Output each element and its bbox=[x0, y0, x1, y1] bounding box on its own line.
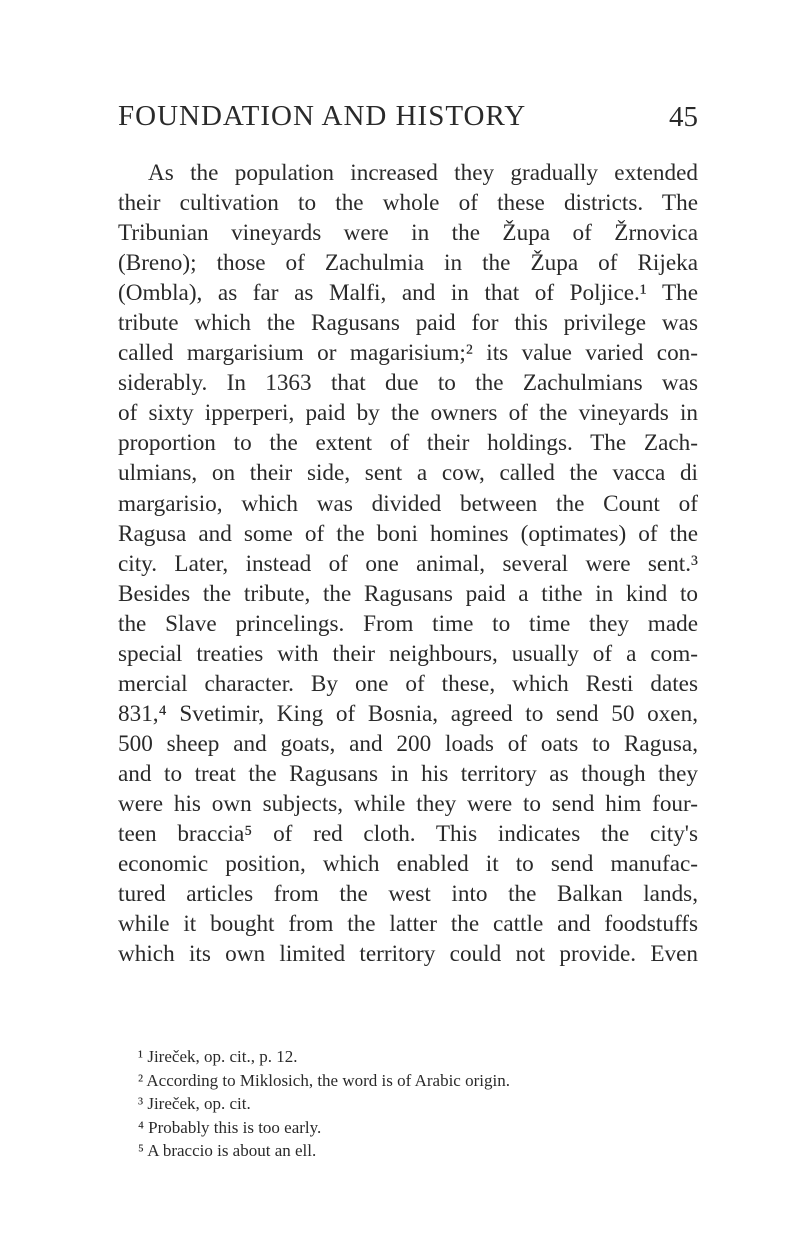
text-line: and to treat the Ragusans in his territory as though they bbox=[118, 760, 698, 787]
text-line: Tribunian vineyards were in the Župa of Žrnovica bbox=[118, 220, 698, 247]
text-line: the Slave princelings. From time to time they made bbox=[118, 610, 698, 637]
body-text bbox=[118, 158, 698, 969]
text-line: Ragusa and some of the boni homines (optimates) of the bbox=[118, 520, 698, 547]
text-line: city. Later, instead of one animal, several were sent.³ bbox=[118, 550, 698, 577]
text-line: (Ombla), as far as Malfi, and in that of Poljice.¹ The bbox=[118, 280, 698, 307]
text-line: were his own subjects, while they were to send him four- bbox=[118, 790, 698, 817]
text-line: their cultivation to the whole of these districts. The bbox=[118, 190, 698, 217]
footnotes bbox=[118, 1045, 698, 1163]
text-line: tribute which the Ragusans paid for this privilege was bbox=[118, 310, 698, 337]
text-line: economic position, which enabled it to send manufac- bbox=[118, 851, 698, 878]
text-line: 500 sheep and goats, and 200 loads of oats to Ragusa, bbox=[118, 730, 698, 757]
text-line: proportion to the extent of their holdings. The Zach- bbox=[118, 430, 698, 457]
text-line: called margarisium or magarisium;² its value varied con- bbox=[118, 340, 698, 367]
text-line: ulmians, on their side, sent a cow, called the vacca di bbox=[118, 460, 698, 487]
running-header bbox=[118, 100, 698, 140]
text-line: special treaties with their neighbours, usually of a com- bbox=[118, 640, 698, 667]
text-line: tured articles from the west into the Balkan lands, bbox=[118, 881, 698, 908]
text-line: which its own limited territory could not provide. Even bbox=[118, 941, 698, 968]
footnote: ¹ Jireček, op. cit., p. 12. bbox=[138, 1047, 298, 1066]
footnote: ² According to Miklosich, the word is of Arabic origin. bbox=[138, 1070, 510, 1090]
footnote: ³ Jireček, op. cit. bbox=[138, 1094, 251, 1114]
text-line: (Breno); those of Zachulmia in the Župa of Rijeka bbox=[118, 250, 698, 277]
text-line: mercial character. By one of these, which Resti dates bbox=[118, 670, 698, 697]
footnote: ⁵ A braccio is about an ell. bbox=[138, 1141, 317, 1161]
text-line: teen braccia⁵ of red cloth. This indicates the city's bbox=[118, 821, 698, 848]
text-line: margarisio, which was divided between the Count of bbox=[118, 490, 698, 517]
text-line: Besides the tribute, the Ragusans paid a tithe in kind to bbox=[118, 580, 698, 607]
text-line: while it bought from the latter the cattle and foodstuffs bbox=[118, 911, 698, 938]
text-line: As the population increased they gradually extended bbox=[148, 160, 698, 186]
chapter-title: FOUNDATION AND HISTORY bbox=[118, 100, 527, 132]
footnote: ⁴ Probably this is too early. bbox=[138, 1117, 322, 1137]
text-line: siderably. In 1363 that due to the Zachulmians was bbox=[118, 370, 698, 397]
text-line: of sixty ipperperi, paid by the owners of the vineyards in bbox=[118, 400, 698, 427]
text-line: 831,⁴ Svetimir, King of Bosnia, agreed to send 50 oxen, bbox=[118, 700, 698, 727]
page-number: 45 bbox=[669, 101, 698, 133]
